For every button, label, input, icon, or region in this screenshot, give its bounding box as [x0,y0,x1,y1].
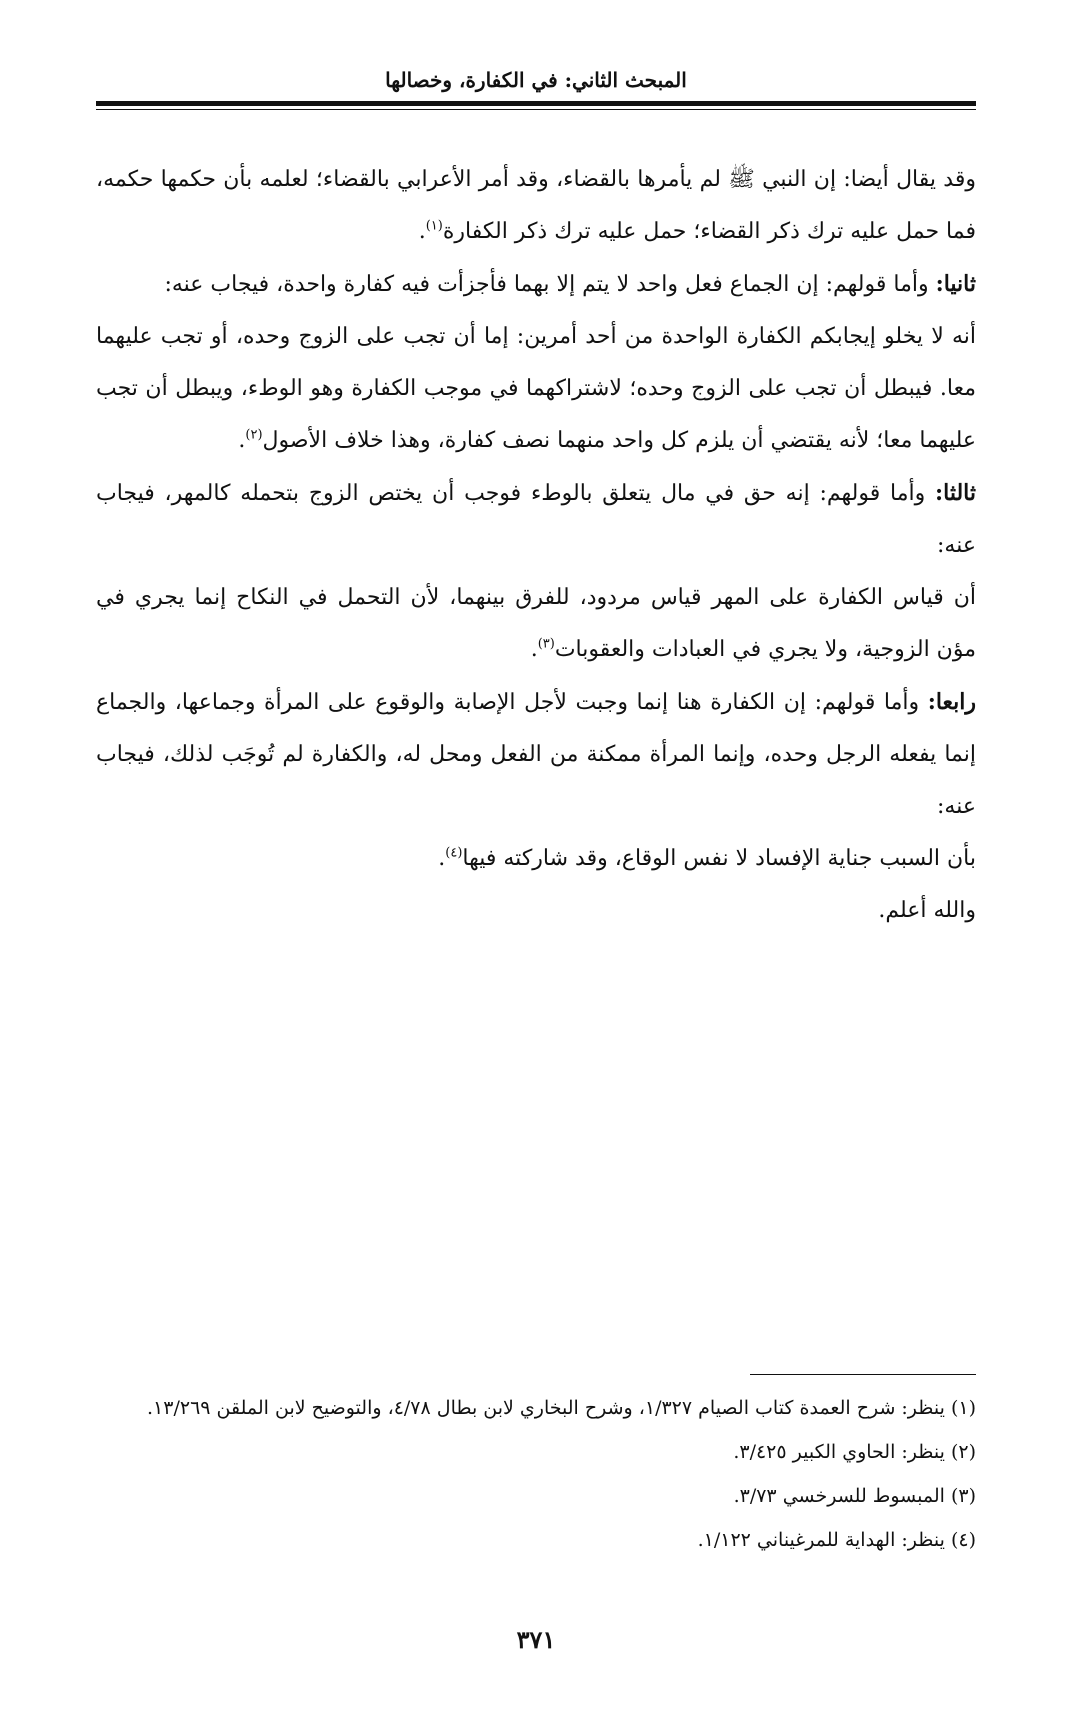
paragraph: أن قياس الكفارة على المهر قياس مردود، للفرق بينهما، لأن التحمل في النكاح إنما يجري في مؤن الزوجية، ولا يجري في العبادات والعقوبات$^{(٣)}$. [96,585,976,662]
footnote: (٣) المبسوط للسرخسي ٣/٧٣. [733,1485,976,1507]
footnote-ref: (٣) [537,636,555,652]
paragraph: رابعا: وأما قولهم: إن الكفارة هنا إنما وجبت لأجل الإصابة والوقوع على المرأة وجماعها، والجماع إنما يفعله الرجل وحده، وإنما المرأة ممكنة من الفعل ومحل له، والكفارة لم تُوجَب لذلك، فيجاب عنه: [96,689,976,819]
section-lead: ثالثا: [935,480,976,506]
footnote-ref: (٤) [445,845,463,861]
paragraph: بأن السبب جناية الإفساد لا نفس الوقاع، وقد شاركته فيها$^{(٤)}$. [438,845,976,871]
paragraph: وقد يقال أيضا: إن النبي ﷺ لم يأمرها بالقضاء، وقد أمر الأعرابي بالقضاء؛ لعلمه بأن حكمها حكمه، فما حمل عليه ترك ذكر القضاء؛ حمل عليه ترك ذكر الكفارة$^{(١)}$. [96,167,976,244]
closing-line: والله أعلم. [878,898,976,923]
paragraph: ثانيا: وأما قولهم: إن الجماع فعل واحد لا يتم إلا بهما فأجزأت فيه كفارة واحدة، فيجاب عنه: [164,271,976,297]
paragraph: ثالثا: وأما قولهم: إنه حق في مال يتعلق بالوطء فوجب أن يختص الزوج بتحمله كالمهر، فيجاب عنه: [96,480,976,558]
footnote: (٤) ينظر: الهداية للمرغيناني ١/١٢٢. [697,1529,976,1551]
section-lead: ثانيا: [935,271,976,297]
footnote: (٢) ينظر: الحاوي الكبير ٣/٤٢٥. [733,1441,976,1463]
section-lead: رابعا: [927,689,976,715]
paragraph: أنه لا يخلو إيجابكم الكفارة الواحدة من أحد أمرين: إما أن تجب على الزوج وحده، أو تجب عليهما معا. فيبطل أن تجب على الزوج وحده؛ لاشتراكهما في موجب الكفارة وهو الوطء، ويبطل أن تجب عليهما معا؛ لأنه يقتضي أن يلزم كل واحد منهما نصف كفارة، وهذا خلاف الأصول$^{(٢)}$. [96,324,976,453]
footnotes [96,1386,976,1562]
header-rule-thick [96,101,976,106]
footnote: (١) ينظر: شرح العمدة كتاب الصيام ١/٣٢٧، وشرح البخاري لابن بطال ٤/٧٨، والتوضيح لابن الملقن ١٣/٢٦٩. [147,1397,976,1419]
page-number: ٣٧١ [516,1625,556,1654]
running-header: المبحث الثاني: في الكفارة، وخصالها [385,68,687,92]
footnote-separator [750,1374,976,1375]
header-rule-thin [96,109,976,110]
main-text [96,154,976,937]
footnote-ref: (١) [425,218,443,234]
footnote-ref: (٢) [245,427,263,443]
